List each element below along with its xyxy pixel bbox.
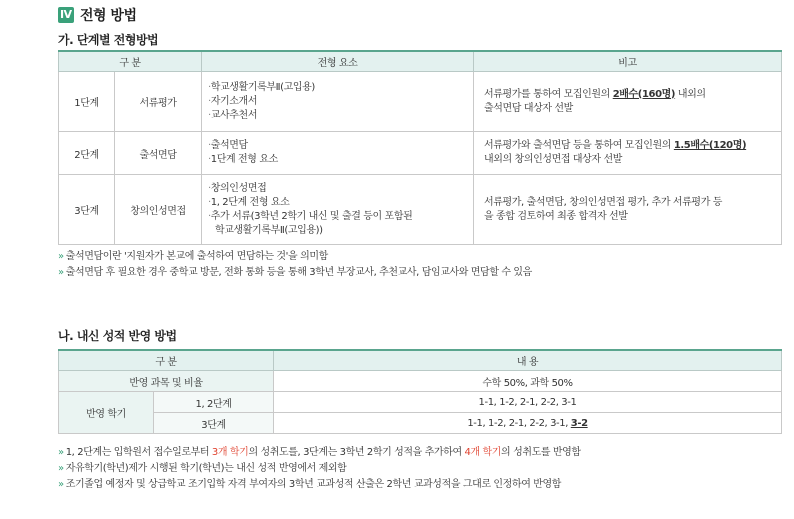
notes-b [58,445,581,493]
grade-reflection-table [58,349,782,434]
header-category: 구 분 [59,350,274,371]
list-item: · 1단계 전형 요소 [208,153,467,167]
note-text: 내외의 [675,88,706,100]
stage-name-cell: 서류평가 [115,72,202,132]
elements-cell [202,72,474,132]
semester-label-cell: 반영 학기 [59,392,154,434]
note-text: 서류평가와 출석면담 등을 통하여 모집인원의 [484,140,674,151]
note-highlight: 1.5배수(120명) [673,140,747,151]
stage-label-cell: 3단계 [154,413,274,434]
list-item: · 창의인성면접 [208,182,467,196]
note-text: 조기졸업 예정자 및 상급학교 조기입학 자격 부여자의 3학년 교과성적 산출은 2학년 교과성적을 그대로 인정하여 반영함 [65,479,562,490]
stage-name-cell: 창의인성면접 [115,175,202,245]
double-arrow-icon: » [58,267,64,278]
stage-cell: 2단계 [59,132,115,175]
stage-cell: 1단계 [59,72,115,132]
table-row [59,371,782,392]
note-text: 출석면담 대상자 선발 [484,102,573,114]
double-arrow-icon: » [58,463,64,474]
subsection-b-title: 나. 내신 성적 반영 방법 [58,329,177,343]
section-number-badge: Ⅳ [59,8,73,21]
list-item: · 교사추천서 [208,109,467,123]
note-line [58,477,581,493]
elements-cell [202,132,474,175]
note-highlight-red: 3개 학기 [211,447,249,458]
note-line [58,265,532,281]
note-text: 자유학기(학년)제가 시행된 학기(학년)는 내신 성적 반영에서 제외함 [65,463,347,474]
note-text: 서류평가를 통하여 모집인원의 [484,88,613,100]
note-highlight: 2배수(160명) [612,88,676,100]
double-arrow-icon: » [58,479,64,490]
header-content: 내 용 [274,350,782,371]
ratio-label-cell: 반영 과목 및 비율 [59,371,274,392]
note-cell [474,175,782,245]
table-row [59,175,782,245]
section-title-text: 전형 방법 [80,8,137,24]
note-text: 출석면담이란 '지원자가 본교에 출석하여 면담하는 것'을 의미함 [65,251,328,262]
note-text: 서류평가, 출석면담, 창의인성면접 평가, 추가 서류평가 등 [484,196,722,208]
note-cell [474,72,782,132]
elements-cell [202,175,474,245]
note-text: 의 성취도를 반영함 [501,447,581,458]
double-arrow-icon: » [58,251,64,262]
note-text: 을 종합 검토하여 최종 합격자 선발 [484,210,628,222]
note-cell [474,132,782,175]
list-item: · 자기소개서 [208,95,467,109]
list-item: · 학교생활기록부Ⅱ(고입용) [208,81,467,95]
header-notes: 비고 [474,51,782,72]
list-item: · 추가 서류(3학년 2학기 내신 및 출결 등이 포함된 [208,210,467,224]
stage-value-text: 1-1, 1-2, 2-1, 2-2, 3-1, [467,417,571,429]
table-header-row [59,51,782,72]
list-item: · 1, 2단계 전형 요소 [208,196,467,210]
stage-cell: 3단계 [59,175,115,245]
stage-name-cell: 출석면담 [115,132,202,175]
note-line [58,461,581,477]
subsection-a-title: 가. 단계별 전형방법 [58,33,159,47]
note-text: 내외의 창의인성면접 대상자 선발 [484,154,622,165]
notes-a [58,249,532,281]
table-row [59,132,782,175]
note-highlight-red: 4개 학기 [464,447,502,458]
note-line [58,445,581,461]
list-item-continued: 학교생활기록부Ⅱ(고입용)) [215,224,323,236]
stage-method-table [58,50,782,245]
header-elements: 전형 요소 [202,51,474,72]
table-row [59,392,782,413]
stage-value-cell: 1-1, 1-2, 2-1, 2-2, 3-1 [274,392,782,413]
note-line [58,249,532,265]
note-text: 출석면담 후 필요한 경우 중학교 방문, 전화 통화 등을 통해 3학년 부장교사, 추천교사, 담임교사와 면담할 수 있음 [65,267,532,278]
table-row [59,413,782,434]
stage-label-cell: 1, 2단계 [154,392,274,413]
stage-value-cell [274,413,782,434]
note-text: 1, 2단계는 입학원서 접수일로부터 [65,447,212,458]
note-text: 의 성취도를, 3단계는 3학년 2학기 성적을 추가하여 [248,447,465,458]
table-row [59,72,782,132]
list-item: · 출석면담 [208,139,467,153]
double-arrow-icon: » [58,447,64,458]
table-header-row [59,350,782,371]
ratio-value-cell: 수학 50%, 과학 50% [274,371,782,392]
section-title [58,5,136,25]
header-category: 구 분 [59,51,202,72]
stage-value-highlight: 3-2 [570,417,588,429]
